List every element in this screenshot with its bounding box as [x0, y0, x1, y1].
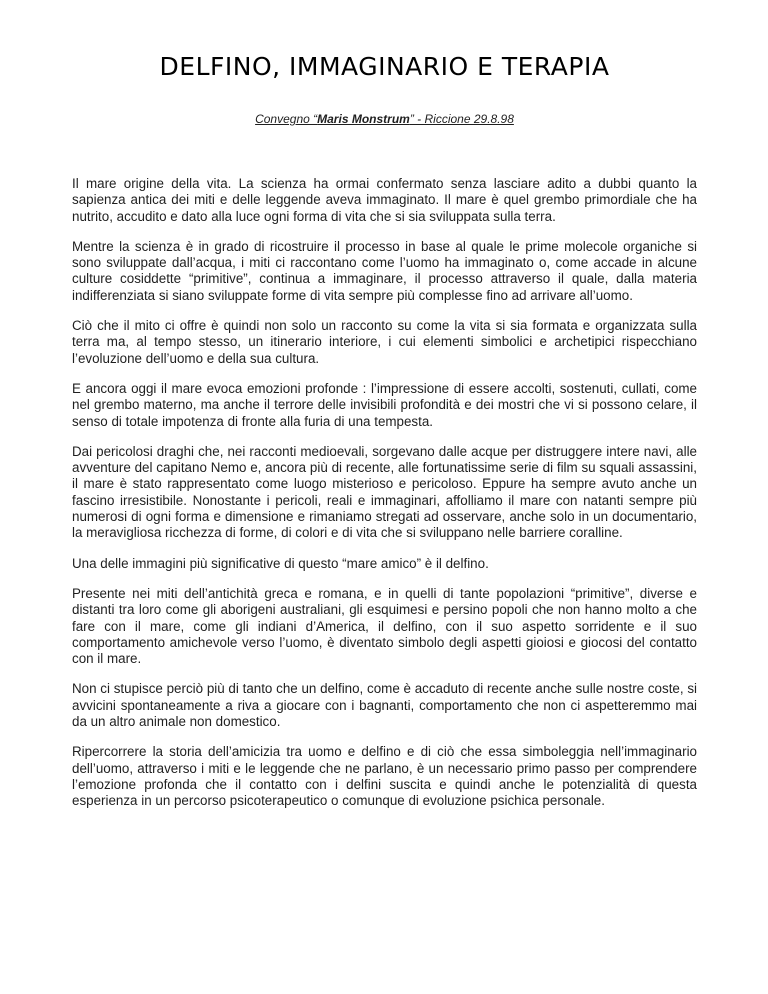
- subtitle-emphasis: Maris Monstrum: [317, 112, 410, 126]
- document-title: DELFINO, IMMAGINARIO E TERAPIA: [159, 52, 610, 81]
- paragraph-draghi-fascino: Dai pericolosi draghi che, nei racconti medioevali, sorgevano dalle acque per distruggere intere navi, alle avventure del capitano Nemo e, ancora più di recente, alle fortunatissime serie di film su squali assassini, il mare è stato rappresentato come luogo misterioso e pericoloso. Eppure ha sempre avuto anche un fascino irresistibile. Nonostante i pericoli, reali e immaginari, affolliamo il mare con natanti sempre più numerosi di ogni forma e dimensione e rimaniamo stregati ad osservare, anche solo in un documentario, la meravigliosa ricchezza di forme, di colori e di vita che si sviluppano nelle barriere coralline.: [72, 443, 697, 541]
- paragraph-storia-amicizia: Ripercorrere la storia dell’amicizia tra uomo e delfino e di ciò che essa simboleggia nell’immaginario dell’uomo, attraverso i miti e le leggende che ne parlano, è un necessario primo passo per comprendere l’emozione profonda che il contatto con i delfini suscita e quindi anche le potenzialità di questa esperienza in un percorso psicoterapeutico o comunque di evoluzione psichica personale.: [72, 744, 697, 809]
- paragraph-mare-amico: Una delle immagini più significative di questo “mare amico” è il delfino.: [72, 555, 489, 571]
- paragraph-mito-itinerario: Ciò che il mito ci offre è quindi non solo un racconto su come la vita si sia formata e organizzata sulla terra ma, al tempo stesso, un itinerario interiore, i cui elementi simbolici e archetipici rispecchiano l’evoluzione dell’uomo e della sua cultura.: [72, 318, 697, 366]
- document-body: [72, 176, 697, 810]
- paragraph-emozioni-profonde: E ancora oggi il mare evoca emozioni profonde : l’impressione di essere accolti, sostenuti, cullati, come nel grembo materno, ma anche il terrore delle invisibili profondità e dei mostri che vi si possono celare, il senso di totale impotenza di fronte alla furia di una tempesta.: [72, 380, 697, 429]
- subtitle-prefix: Convegno “: [255, 112, 318, 126]
- paragraph-miti-antichita: Presente nei miti dell’antichità greca e romana, e in quelli di tante popolazioni “primitive”, diverse e distanti tra loro come gli aborigeni australiani, gli esquimesi e persino popoli che non hanno molto a che fare con il mare, come gli indiani d’America, il delfino, con il suo aspetto sorridente e il suo comportamento amichevole verso l’uomo, è diventato simbolo degli aspetti gioiosi e giocosi del contatto con il mare.: [72, 585, 697, 667]
- paragraph-scienza-miti: Mentre la scienza è in grado di ricostruire il processo in base al quale le prime molecole organiche si sono sviluppate dall’acqua, i miti ci raccontano come l’uomo ha immaginato o, come accade in alcune culture cosiddette “primitive”, continua a immaginare, il processo attraverso il quale, dalla materia indifferenziata si siano sviluppate forme di vita sempre più complesse fino ad arrivare all’uomo.: [72, 238, 697, 303]
- subtitle-text: [255, 112, 514, 126]
- document-subtitle: [72, 112, 697, 126]
- paragraph-delfino-bagnanti: Non ci stupisce perciò più di tanto che un delfino, come è accaduto di recente anche sulle nostre coste, si avvicini spontaneamente a riva a giocare con i bagnanti, comportamento che non ci aspetteremmo mai da un altro animale non domestico.: [72, 681, 697, 730]
- paragraph-origine-vita: Il mare origine della vita. La scienza ha ormai confermato senza lasciare adito a dubbi quanto la sapienza antica dei miti e delle leggende aveva immaginato. Il mare è quel grembo primordiale che ha nutrito, accudito e dato alla luce ogni forma di vita che si sia sviluppata sulla terra.: [72, 176, 697, 224]
- subtitle-suffix: ” - Riccione 29.8.98: [409, 112, 514, 126]
